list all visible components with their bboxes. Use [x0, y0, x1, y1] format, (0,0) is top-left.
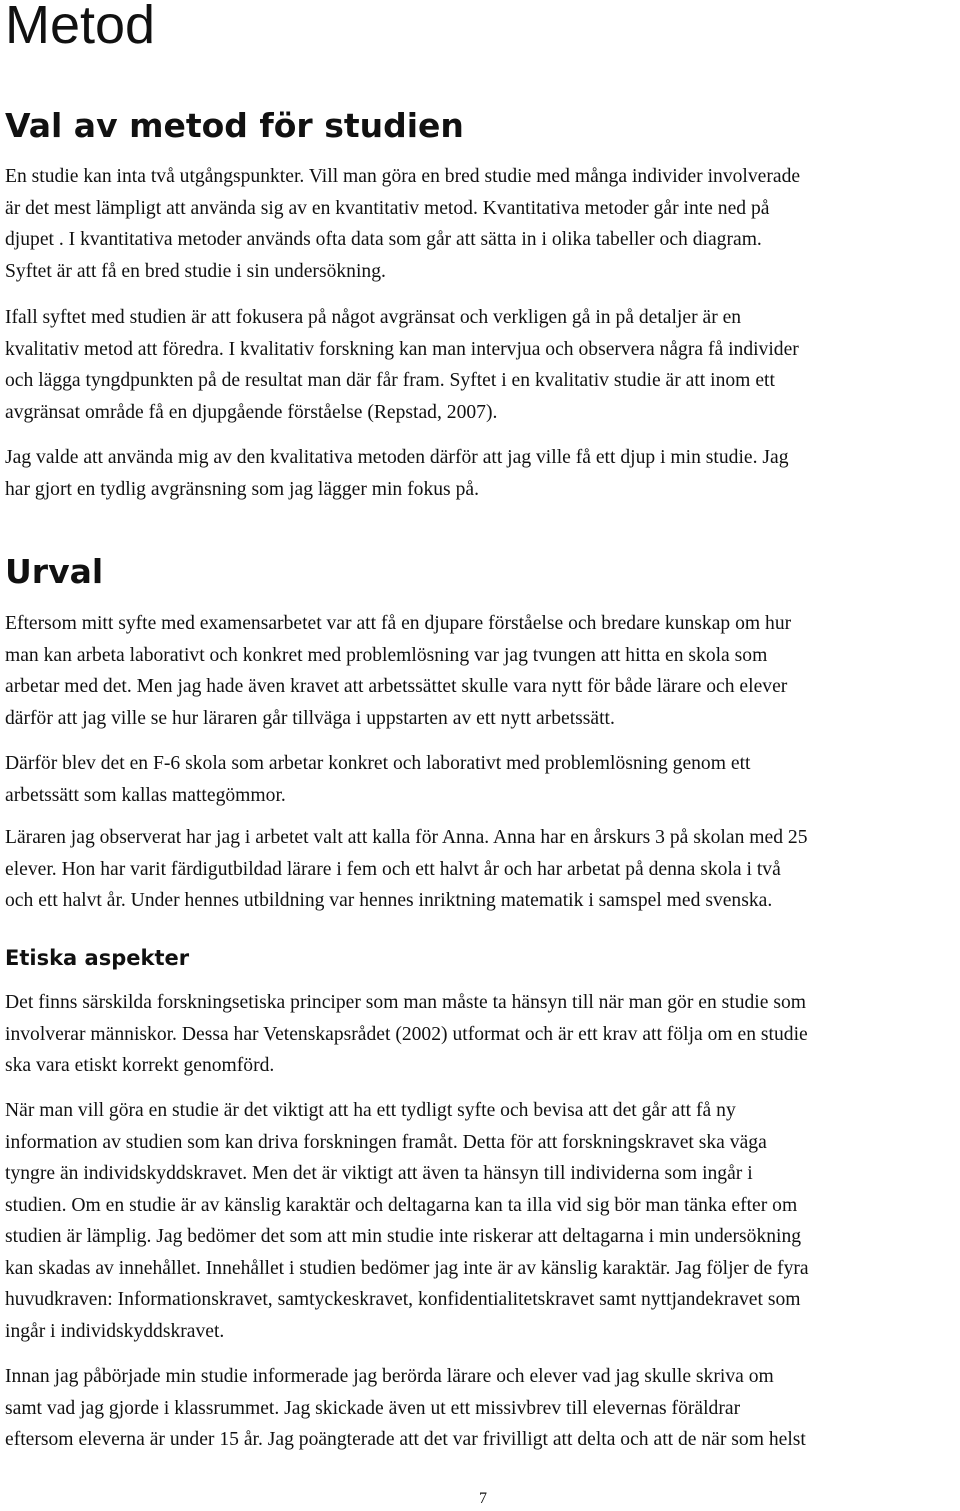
- text-line: kan skadas av innehållet. Innehållet i studien bedömer jag inte är av känslig karaktär. Jag följer de fyra: [5, 1257, 809, 1279]
- text-line: Ifall syftet med studien är att fokusera på något avgränsat och verkligen gå in på detaljer är en: [5, 307, 742, 328]
- text-line: Läraren jag observerat har jag i arbetet valt att kalla för Anna. Anna har en årskurs 3 på skolan med 25: [5, 827, 808, 848]
- paragraph-urval-2: [5, 748, 750, 811]
- text-line: är det mest lämpligt att använda sig av en kvantitativ metod. Kvantitativa metoder går inte ned på: [5, 197, 770, 219]
- text-line: studien. Om en studie är av känslig karaktär och deltagarna kan ta illa vid sig bör man tänka efter om: [5, 1194, 798, 1216]
- paragraph-etiska-1: [5, 987, 808, 1082]
- text-line: studien är lämplig. Jag bedömer det som att min studie inte riskerar att deltagarna i min undersökning: [5, 1226, 802, 1247]
- text-line: När man vill göra en studie är det viktigt att ha ett tydligt syfte och bevisa att det går att få ny: [5, 1100, 736, 1121]
- paragraph-val-3: [5, 442, 789, 505]
- paragraph-val-2: [5, 302, 799, 428]
- text-line: eftersom eleverna är under 15 år. Jag poängterade att det var frivilligt att delta och att de när som helst: [5, 1429, 806, 1450]
- text-line: och lägga tyngdpunkten på de resultat man där får fram. Syftet i en kvalitativ studie är att inom ett: [5, 370, 775, 391]
- text-line: involverar människor. Dessa har Vetenskapsrådet (2002) utformat och är ett krav att följa om en studie: [5, 1023, 808, 1045]
- text-line: arbetssätt som kallas mattegömmor.: [5, 784, 286, 806]
- text-line: tyngre än individskyddskravet. Men det är viktigt att även ta hänsyn till individerna som ingår i: [5, 1163, 753, 1184]
- text-line: Det finns särskilda forskningsetiska principer som man måste ta hänsyn till när man gör en studie som: [5, 992, 807, 1013]
- paragraph-etiska-3: [5, 1361, 806, 1456]
- text-line: Eftersom mitt syfte med examensarbetet var att få en djupare förståelse och bredare kunskap om hur: [5, 613, 792, 634]
- text-line: samt vad jag gjorde i klassrummet. Jag skickade även ut ett missivbrev till elevernas föräldrar: [5, 1397, 741, 1419]
- text-line: djupet . I kvantitativa metoder används ofta data som går att sätta in i olika tabeller och diagram.: [5, 229, 762, 250]
- text-line: man kan arbeta laborativt och konkret med problemlösning var jag tvungen att hitta en skola som: [5, 644, 768, 666]
- paragraph-etiska-2: [5, 1095, 809, 1347]
- text-line: Innan jag påbörjade min studie informerade jag berörda lärare och elever vad jag skulle skriva om: [5, 1366, 774, 1387]
- text-line: ska vara etiskt korrekt genomförd.: [5, 1055, 275, 1076]
- text-line: kvalitativ metod att föredra. I kvalitativ forskning kan man intervjua och observera några få individer: [5, 338, 799, 360]
- paragraph-val-1: [5, 161, 800, 287]
- text-line: elever. Hon har varit färdigutbildad lärare i fem och ett halvt år och har arbetat på denna skola i två: [5, 858, 781, 880]
- section-heading-etiska-aspekter: Etiska aspekter: [5, 946, 190, 970]
- paragraph-urval-1: [5, 608, 791, 734]
- text-line: Jag valde att använda mig av den kvalitativa metoden därför att jag ville få ett djup i min studie. Jag: [5, 447, 789, 468]
- section-heading-val-av-metod: Val av metod för studien: [5, 106, 464, 145]
- chapter-title: Metod: [5, 0, 156, 55]
- paragraph-urval-3: [5, 822, 808, 917]
- text-line: ingår i individskyddskravet.: [5, 1320, 225, 1342]
- text-line: arbetar med det. Men jag hade även kravet att arbetssättet skulle vara nytt för både lärare och elever: [5, 676, 788, 697]
- section-heading-urval: Urval: [5, 552, 104, 591]
- text-line: Därför blev det en F-6 skola som arbetar konkret och laborativt med problemlösning genom ett: [5, 753, 751, 774]
- text-line: och ett halvt år. Under hennes utbildning var hennes inriktning matematik i samspel med svenska.: [5, 890, 773, 911]
- text-line: Syftet är att få en bred studie i sin undersökning.: [5, 260, 386, 282]
- text-line: information av studien som kan driva forskningen framåt. Detta för att forskningskravet ska väga: [5, 1131, 767, 1153]
- text-line: har gjort en tydlig avgränsning som jag lägger min fokus på.: [5, 478, 479, 500]
- text-line: avgränsat område få en djupgående förståelse (Repstad, 2007).: [5, 401, 498, 423]
- text-line: En studie kan inta två utgångspunkter. Vill man göra en bred studie med många individer involverade: [5, 166, 801, 187]
- text-line: huvudkraven: Informationskravet, samtyckeskravet, konfidentialitetskravet samt nyttjandekravet som: [5, 1289, 801, 1310]
- page-number: 7: [479, 1490, 487, 1507]
- text-line: därför att jag ville se hur läraren går tillväga i uppstarten av ett nytt arbetssätt.: [5, 707, 615, 729]
